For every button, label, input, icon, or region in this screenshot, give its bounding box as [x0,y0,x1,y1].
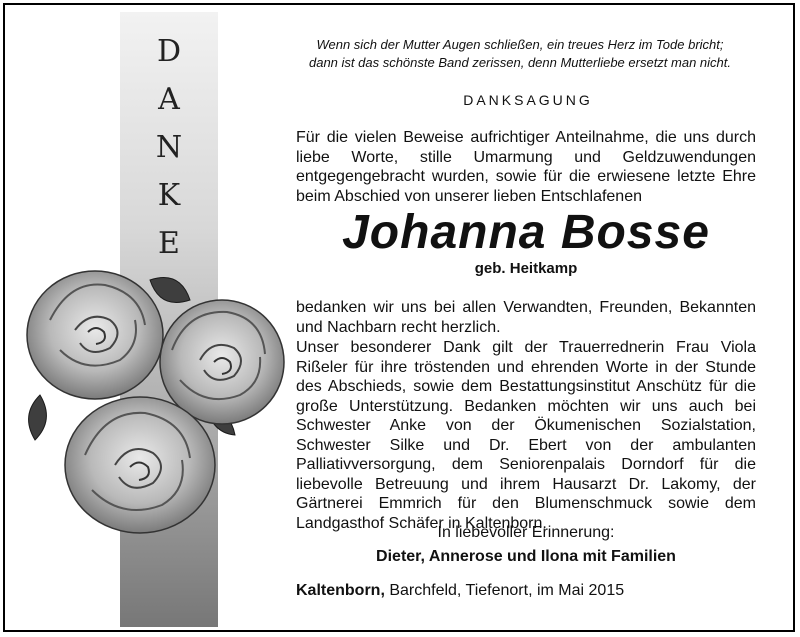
remembrance-line: In liebevoller Erinnerung: [437,524,615,541]
heading-danksagung: DANKSAGUNG [463,92,593,108]
motto-poem [260,36,780,72]
maiden-name: geb. Heitkamp [474,260,578,277]
place-date-line [296,582,624,600]
danke-letter: D [156,34,182,69]
motto-line: Wenn sich der Mutter Augen schließen, ein treues Herz im Tode bricht; [316,37,724,52]
roses-image [0,0,300,637]
rose-right [160,300,284,424]
place-bold: Kaltenborn, [296,582,385,599]
intro-paragraph: Für die vielen Beweise aufrichtiger Anteilnahme, die uns durch liebe Worte, stille Umarmung und Geldzuwendungen entgegengebracht wurden, sowie für die erwiesene letzte Ehre beim Abschied von unserer lieben Entschlafenen [296,129,756,205]
signatories: Dieter, Annerose und Ilona mit Familien [376,548,676,565]
motto-line: dann ist das schönste Band zerissen, denn Mutterliebe ersetzt man nicht. [308,55,731,70]
rose-top-left [27,271,163,399]
danke-letter: N [155,130,183,165]
rose-bottom [65,397,215,533]
danke-letter: K [157,178,181,213]
danke-letter: E [158,226,180,261]
special-thanks-paragraph: Unser besonderer Dank gilt der Trauerrednerin Frau Viola Rißeler für ihre tröstenden und ehrenden Worte in der Stunde des Abschieds, sowie dem Bestattungsinstitut Anschütz für die große Unterstützung. Bedanken möchten wir uns auch bei Schwester Anke von der Ökumenischen Sozialstation, Schwester Silke und Dr. Ebert von der ambulanten Palliativversorgung, dem Seniorenpalais Dorndorf für die liebevolle Betreuung und ihrem Hausarzt Dr. Lakomy, der Gärtnerei Emmrich für den Blumenschmuck sowie dem Landgasthof Schäfer in Kaltenborn. [296,339,756,532]
deceased-name: Johanna Bosse [342,206,710,259]
danke-letter: A [158,82,180,117]
place-rest: Barchfeld, Tiefenort, im Mai 2015 [384,582,625,599]
thanks-paragraph: bedanken wir uns bei allen Verwandten, Freunden, Bekannten und Nachbarn recht herzlich. [296,299,756,336]
